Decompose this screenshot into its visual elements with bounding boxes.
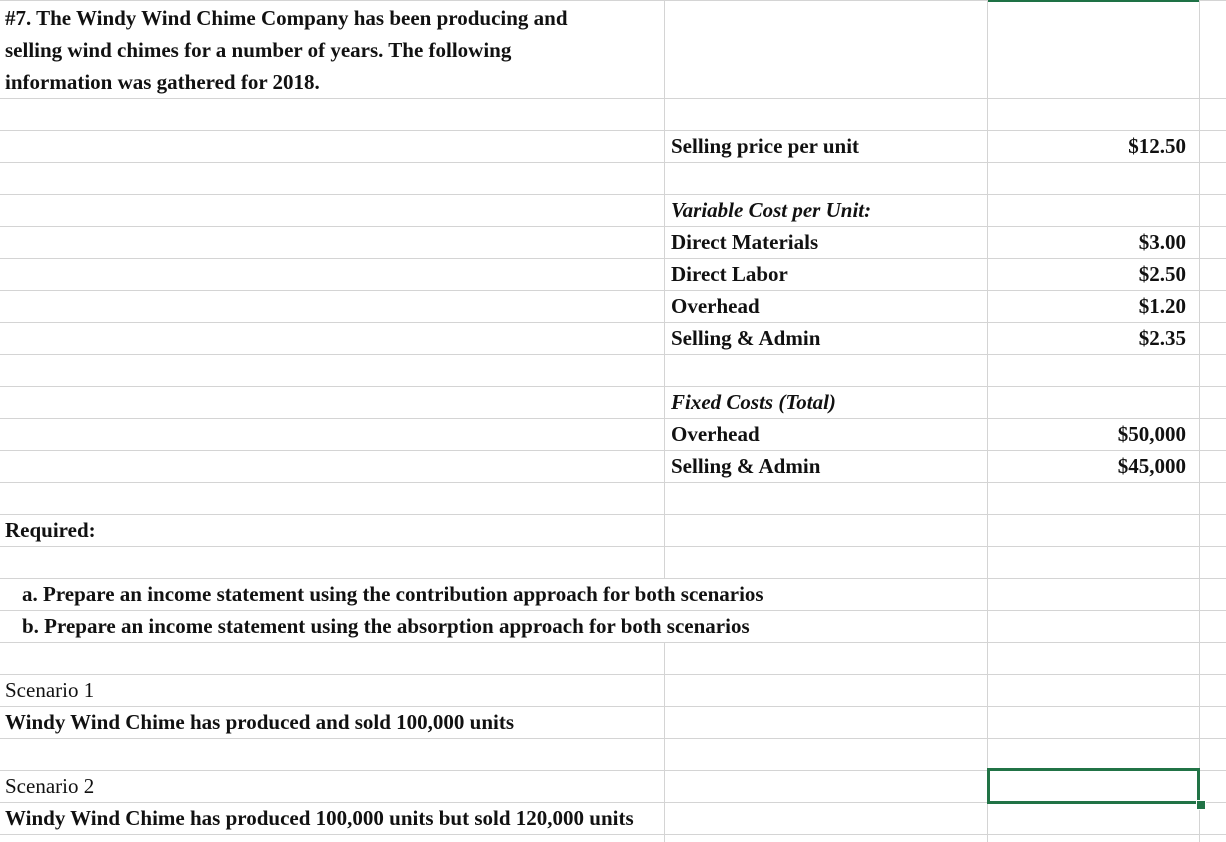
required-heading: Required:: [5, 518, 96, 542]
grid-cell[interactable]: [665, 163, 988, 194]
fixed-cost-heading: Fixed Costs (Total): [671, 390, 836, 414]
grid-cell[interactable]: [1200, 387, 1226, 418]
grid-cell[interactable]: [988, 675, 1200, 706]
grid-cell[interactable]: [1200, 355, 1226, 386]
grid-cell[interactable]: [0, 643, 665, 674]
grid-cell[interactable]: [1200, 483, 1226, 514]
grid-cell[interactable]: [1200, 227, 1226, 258]
grid-cell[interactable]: [988, 739, 1200, 770]
cost-label-cell[interactable]: [665, 419, 988, 450]
problem-title-line-2: selling wind chimes for a number of years. The following: [5, 38, 512, 62]
cost-value-cell[interactable]: [988, 259, 1200, 290]
grid-cell[interactable]: [1200, 291, 1226, 322]
grid-cell[interactable]: [1200, 643, 1226, 674]
fill-handle[interactable]: [1196, 800, 1206, 810]
cost-value-fixed-selling-admin: $45,000: [1117, 454, 1186, 478]
cost-label-cell[interactable]: [665, 323, 988, 354]
grid-cell[interactable]: [1200, 195, 1226, 226]
grid-cell[interactable]: [1200, 131, 1226, 162]
sheet-row: [0, 227, 1226, 259]
scenario-2-title-cell[interactable]: [0, 771, 665, 802]
grid-cell[interactable]: [665, 99, 988, 130]
cost-label-cell[interactable]: [665, 451, 988, 482]
grid-cell[interactable]: [988, 99, 1200, 130]
cost-label-fixed-overhead: Overhead: [671, 422, 760, 446]
grid-cell[interactable]: [1200, 771, 1226, 802]
cost-label-cell[interactable]: [665, 259, 988, 290]
sheet-row: [0, 643, 1226, 675]
grid-cell[interactable]: [1200, 835, 1226, 842]
grid-cell[interactable]: [988, 515, 1200, 546]
task-a-cell[interactable]: [0, 579, 764, 610]
sheet-row: [0, 835, 1226, 842]
sheet-row: [0, 675, 1226, 707]
grid-cell[interactable]: [988, 611, 1200, 642]
grid-cell[interactable]: [988, 803, 1200, 834]
sheet-row: [0, 547, 1226, 579]
grid-cell[interactable]: [0, 387, 665, 418]
grid-cell[interactable]: [0, 195, 665, 226]
grid-cell[interactable]: [665, 547, 988, 578]
cost-label-direct-materials: Direct Materials: [671, 230, 819, 254]
sheet-row: [0, 803, 1226, 835]
active-cell-selection[interactable]: [987, 768, 1200, 804]
grid-cell[interactable]: [1200, 579, 1226, 610]
grid-cell[interactable]: [988, 579, 1200, 610]
sheet-row: [0, 291, 1226, 323]
grid-cell[interactable]: [988, 707, 1200, 738]
selling-price-label: Selling price per unit: [671, 134, 860, 158]
grid-cell[interactable]: [665, 739, 988, 770]
sheet-row: [0, 707, 1226, 739]
sheet-row: [0, 99, 1226, 131]
cost-value-cell[interactable]: [988, 419, 1200, 450]
grid-cell[interactable]: [1200, 611, 1226, 642]
grid-cell[interactable]: [988, 0, 1200, 98]
problem-title-line-1: #7. The Windy Wind Chime Company has been producing and: [5, 6, 568, 30]
scenario-1-title-cell[interactable]: [0, 675, 665, 706]
grid-cell[interactable]: [0, 451, 665, 482]
grid-cell[interactable]: [988, 835, 1200, 842]
cost-value-fixed-overhead: $50,000: [1117, 422, 1186, 446]
variable-cost-heading-cell[interactable]: [665, 195, 988, 226]
sheet-row: [0, 131, 1226, 163]
sheet-row: [0, 483, 1226, 515]
grid-cell[interactable]: [665, 483, 988, 514]
grid-cell[interactable]: [0, 323, 665, 354]
grid-cell[interactable]: [1200, 707, 1226, 738]
grid-cell[interactable]: [1200, 323, 1226, 354]
grid-cell[interactable]: [1200, 547, 1226, 578]
grid-cell[interactable]: [665, 0, 988, 98]
cost-value-cell[interactable]: [988, 227, 1200, 258]
cost-label-direct-labor: Direct Labor: [671, 262, 788, 286]
grid-cell[interactable]: [665, 675, 988, 706]
grid-cell[interactable]: [988, 547, 1200, 578]
grid-cell[interactable]: [0, 291, 665, 322]
grid-cell[interactable]: [0, 547, 665, 578]
grid-cell[interactable]: [0, 483, 665, 514]
sheet-row: [0, 579, 1226, 611]
cost-value-variable-selling-admin: $2.35: [1138, 326, 1186, 350]
grid-cell[interactable]: [665, 579, 988, 610]
grid-cell[interactable]: [988, 355, 1200, 386]
grid-cell[interactable]: [1200, 99, 1226, 130]
sheet-row: [0, 515, 1226, 547]
scenario-1-title: Scenario 1: [5, 678, 95, 702]
sheet-row: [0, 259, 1226, 291]
grid-cell[interactable]: [988, 195, 1200, 226]
grid-cell[interactable]: [665, 355, 988, 386]
cost-label-fixed-selling-admin: Selling & Admin: [671, 454, 821, 478]
grid-cell[interactable]: [0, 227, 665, 258]
grid-cell[interactable]: [0, 259, 665, 290]
task-a-text: a. Prepare an income statement using the contribution approach for both scenarios: [22, 582, 764, 606]
problem-statement-cell[interactable]: [0, 0, 665, 99]
grid-cell[interactable]: [0, 835, 665, 842]
grid-cell[interactable]: [1200, 163, 1226, 194]
grid-cell[interactable]: [0, 419, 665, 450]
sheet-row: [0, 323, 1226, 355]
grid-cell[interactable]: [1200, 259, 1226, 290]
cost-label-variable-selling-admin: Selling & Admin: [671, 326, 821, 350]
grid-cell[interactable]: [1200, 451, 1226, 482]
selling-price-value-cell[interactable]: [988, 131, 1200, 162]
grid-cell[interactable]: [988, 163, 1200, 194]
scenario-1-description: Windy Wind Chime has produced and sold 100,000 units: [5, 710, 515, 734]
fixed-cost-heading-cell[interactable]: [665, 387, 988, 418]
grid-cell[interactable]: [988, 643, 1200, 674]
grid-cell[interactable]: [665, 611, 988, 642]
sheet-row: [0, 195, 1226, 227]
grid-cell[interactable]: [665, 803, 988, 834]
scenario-2-title: Scenario 2: [5, 774, 95, 798]
grid-cell[interactable]: [665, 707, 988, 738]
required-heading-cell[interactable]: [0, 515, 665, 546]
title-rows-right: [665, 0, 1226, 99]
grid-cell[interactable]: [1200, 419, 1226, 450]
sheet-row: [0, 355, 1226, 387]
grid-cell[interactable]: [665, 643, 988, 674]
grid-cell[interactable]: [988, 387, 1200, 418]
task-b-cell[interactable]: [0, 611, 750, 642]
grid-cell[interactable]: [665, 835, 988, 842]
selling-price-label-cell[interactable]: [665, 131, 988, 162]
cost-value-direct-materials: $3.00: [1138, 230, 1186, 254]
sheet-row: [0, 387, 1226, 419]
sheet-row: [0, 611, 1226, 643]
grid-cell[interactable]: [1200, 739, 1226, 770]
scenario-2-description: Windy Wind Chime has produced 100,000 units but sold 120,000 units: [5, 806, 634, 830]
grid-cell[interactable]: [988, 483, 1200, 514]
grid-cell[interactable]: [665, 771, 988, 802]
selling-price-value: $12.50: [1128, 134, 1186, 158]
grid-cell[interactable]: [0, 163, 665, 194]
problem-title-line-3: information was gathered for 2018.: [5, 70, 320, 94]
grid-cell[interactable]: [1200, 675, 1226, 706]
cost-value-variable-overhead: $1.20: [1138, 294, 1186, 318]
sheet-row: [0, 739, 1226, 771]
cost-value-direct-labor: $2.50: [1138, 262, 1186, 286]
sheet-row: [0, 163, 1226, 195]
cost-label-variable-overhead: Overhead: [671, 294, 760, 318]
scenario-1-description-cell[interactable]: [0, 707, 665, 738]
cost-value-cell[interactable]: [988, 291, 1200, 322]
grid-cell[interactable]: [0, 355, 665, 386]
cost-value-cell[interactable]: [988, 451, 1200, 482]
scenario-2-description-cell[interactable]: [0, 803, 665, 834]
sheet-row: [0, 451, 1226, 483]
sheet-row: [0, 419, 1226, 451]
cost-label-cell[interactable]: [665, 291, 988, 322]
task-b-text: b. Prepare an income statement using the absorption approach for both scenarios: [22, 614, 750, 638]
cost-value-cell[interactable]: [988, 323, 1200, 354]
grid-cell[interactable]: [0, 99, 665, 130]
grid-cell[interactable]: [0, 131, 665, 162]
variable-cost-heading: Variable Cost per Unit:: [671, 198, 872, 222]
grid-cell[interactable]: [665, 515, 988, 546]
cost-label-cell[interactable]: [665, 227, 988, 258]
grid-cell[interactable]: [0, 739, 665, 770]
grid-cell[interactable]: [1200, 515, 1226, 546]
